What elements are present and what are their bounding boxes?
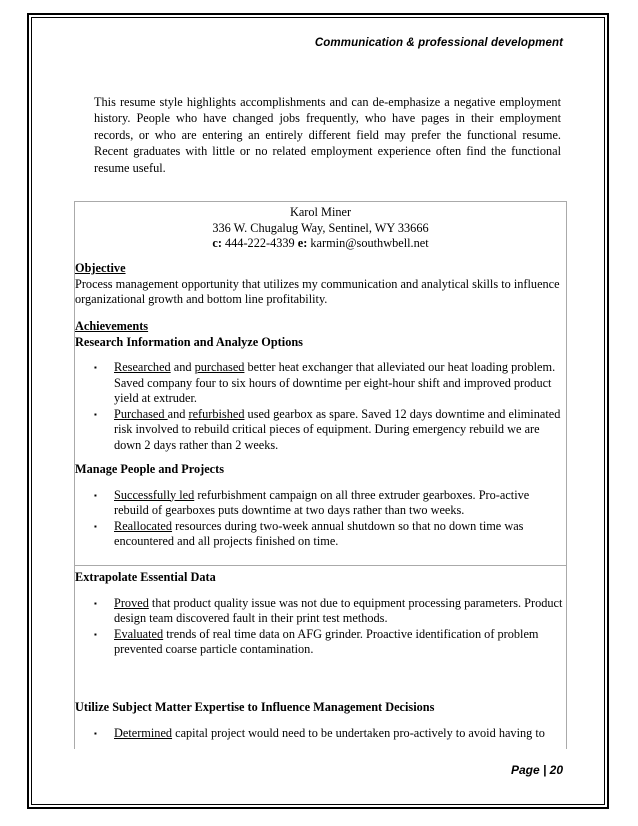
item-text: better heat exchanger that alleviated our heat loading problem. Saved company four to six hours of downtime per eight-hour shift and improved product yield at extruder. [114,360,556,405]
expertise-bullet-list [75,726,565,742]
bullet-icon: ▪ [94,363,97,372]
manage-section [75,462,565,550]
action-verb: Purchased [114,406,168,421]
action-verb: Successfully led [114,487,195,502]
action-verb: refurbished [188,406,245,421]
extrapolate-bullet-list [75,596,565,658]
bullet-icon: ▪ [94,598,97,608]
item-text: trends of real time data on AFG grinder. Proactive identification of problem prevented coarse particle contamination. [114,626,539,656]
item-text: and [167,406,189,421]
item-text: used gearbox as spare. Saved 12 days downtime and eliminated risk involved to rebuild critical pieces of equipment. During emergency rebuild we are down 2 days rather than 2 weeks. [114,406,561,452]
expertise-section [75,700,565,741]
list-item [75,519,565,550]
list-item [75,596,565,627]
list-item [75,360,565,407]
section-heading-expertise: Utilize Subject Matter Expertise to Influence Management Decisions [75,700,435,714]
action-verb: Reallocated [114,518,173,533]
section-heading-extrapolate: Extrapolate Essential Data [75,570,216,584]
email-label: e: [297,236,308,250]
bullet-icon: ▪ [94,490,97,500]
section-heading-research: Research Information and Analyze Options [75,334,303,349]
extrapolate-section [75,570,565,658]
item-text: capital project would need to be undertaken pro-actively to avoid having to [172,725,545,740]
objective-section [75,261,565,308]
action-verb: purchased [194,360,245,374]
section-heading-manage: Manage People and Projects [75,462,225,476]
action-verb: Researched [114,360,171,374]
item-text: that product quality issue was not due to equipment processing parameters. Product design team discovered fault in their print test methods. [114,595,563,625]
intro-paragraph: This resume style highlights accomplishments and can de-emphasize a negative employment history. People who have changed jobs frequently, who have pages in their employment records, or who are entering an entirely different field may prefer the functional resume. Recent graduates with little or no related employment experience often find the functional resume useful. [94,95,561,175]
resume-name: Karol Miner [289,205,352,219]
item-text: refurbishment campaign on all three extruder gearboxes. Pro-active rebuild of gearboxes puts downtime at two days rather than two weeks. [114,487,530,517]
action-verb: Determined [114,725,173,740]
cell-label: c: [212,236,222,250]
item-text: resources during two-week annual shutdown so that no down time was encountered and all projects finished on time. [114,518,524,548]
bullet-icon: ▪ [94,728,97,738]
resume-contact-line [74,236,567,252]
email-address: karmin@southwbell.net [310,236,429,250]
objective-text: Process management opportunity that utilizes my communication and analytical skills to influence organizational growth and bottom line profitability. [75,276,560,306]
list-item [75,407,565,454]
manage-bullet-list [75,488,565,550]
cell-phone: 444-222-4339 [225,236,295,250]
resume-address: 336 W. Chugalug Way, Sentinel, WY 33666 [212,220,429,235]
list-item [75,726,565,742]
achievements-heading: Achievements [75,319,149,333]
section-divider [74,565,567,566]
research-bullet-list [75,360,565,453]
bullet-icon: ▪ [94,629,97,639]
item-text: and [170,360,195,374]
resume-contact-block [74,205,567,252]
objective-heading: Objective [75,261,126,275]
page-number: Page | 20 [510,763,563,777]
running-header: Communication & professional development [314,37,563,49]
bullet-icon: ▪ [94,409,97,419]
list-item [75,627,565,658]
action-verb: Evaluated [114,626,164,641]
action-verb: Proved [114,595,149,610]
list-item [75,488,565,519]
bullet-icon: ▪ [94,521,97,531]
achievements-section [75,319,565,453]
